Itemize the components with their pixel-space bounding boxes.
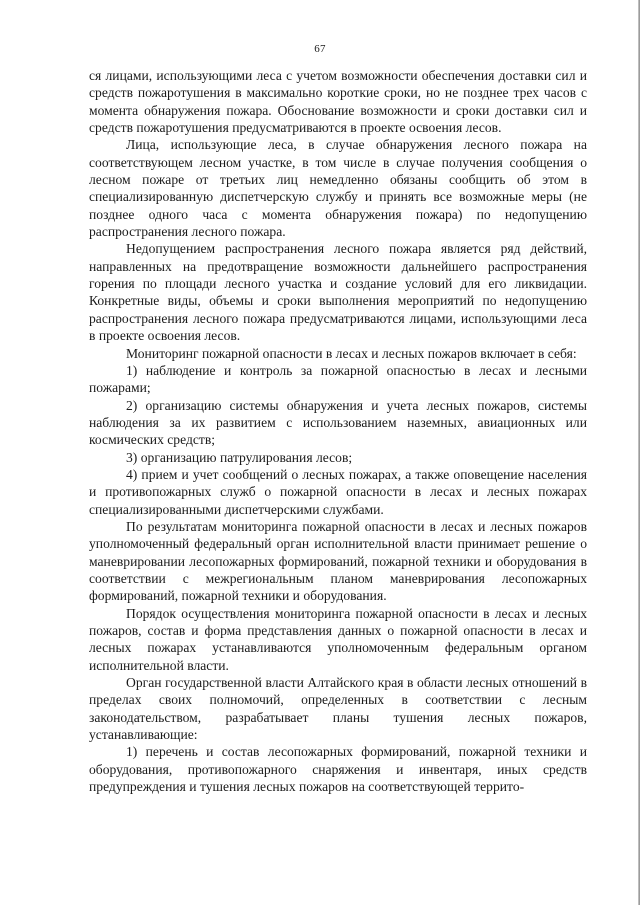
paragraph: Орган государственной власти Алтайского края в области лесных отношений в пределах своих полномочий, определенных в соответствии с лесным законодательством, разрабатывает планы тушения лесных пожаров, устанавливающие: [89,675,587,743]
list-item: 1) перечень и состав лесопожарных формирований, пожарной техники и оборудования, противопожарного снаряжения и инвентаря, иных средств предупреждения и тушения лесных пожаров на соответствующей террито- [89,744,587,795]
list-item: 2) организацию системы обнаружения и учета лесных пожаров, системы наблюдения за их развитием с использованием наземных, авиационных или космических средств; [89,397,587,448]
list-item: 3) организацию патрулирования лесов; [126,449,353,465]
list-item: 1) наблюдение и контроль за пожарной опасностью в лесах и лесными пожарами; [89,362,587,396]
list-item: 4) прием и учет сообщений о лесных пожарах, а также оповещение населения и противопожарных служб о пожарной опасности в лесах и лесных пожарах специализированными диспетчерскими службами. [89,466,587,517]
document-body [89,67,587,795]
paragraph-continuation: ся лицами, использующими леса с учетом возможности обеспечения доставки сил и средств пожаротушения в максимально короткие сроки, но не позднее трех часов с момента обнаружения пожара. Обоснование возможности и сроки доставки сил и средств пожаротушения предусматриваются в проекте освоения лесов. [89,68,587,136]
page-number: 67 [314,43,326,55]
paragraph: Недопущением распространения лесного пожара является ряд действий, направленных на предотвращение возможности дальнейшего распространения горения по площади лесного участка и создание условий для его ликвидации. Конкретные виды, объемы и сроки выполнения мероприятий по недопущению распространения лесного пожара предусматриваются лицами, использующими леса в проекте освоения лесов. [89,241,587,344]
paragraph: Порядок осуществления мониторинга пожарной опасности в лесах и лесных пожаров, состав и форма представления данных о пожарной опасности в лесах и лесных пожарах устанавливаются уполномоченным федеральным органом исполнительной власти. [89,605,587,673]
paragraph: Лица, использующие леса, в случае обнаружения лесного пожара на соответствующем лесном участке, в том числе в случае получения сообщения о лесном пожаре от третьих лиц немедленно обязаны сообщить об этом в специализированную диспетчерскую службу и принять все возможные меры (не позднее одного часа с момента обнаружения пожара) по недопущению распространения лесного пожара. [89,137,587,240]
paragraph: Мониторинг пожарной опасности в лесах и лесных пожаров включает в себя: [126,345,577,361]
paragraph: По результатам мониторинга пожарной опасности в лесах и лесных пожаров уполномоченный федеральный орган исполнительной власти принимает решение о маневрировании лесопожарных формирований, пожарной техники и оборудования в соответствии с межрегиональным планом маневрирования лесопожарных формирований, пожарной техники и оборудования. [89,518,587,604]
